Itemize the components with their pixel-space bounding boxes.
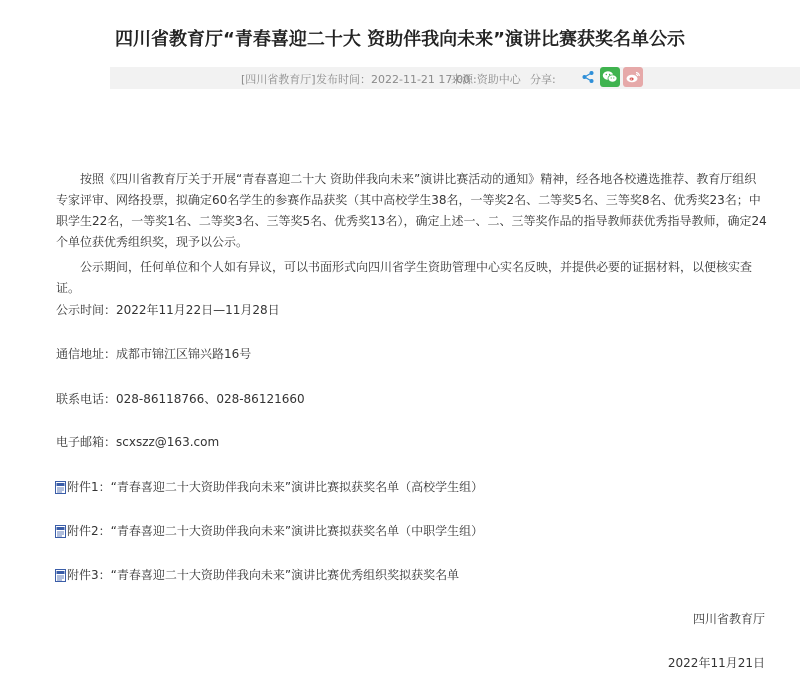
attachment-link[interactable] xyxy=(55,567,459,583)
body-paragraph: 按照《四川省教育厅关于开展“青春喜迎二十大 资助伴我向未来”演讲比赛活动的通知》精神，经各地各校遴选推荐、教育厅组织专家评审、网络投票，拟确定60名学生的参赛作品获奖（其中高校学生38名，一等奖2名、二等奖5名、三等奖8名、优秀奖23名；中职学生22名，一等奖1名、二等奖3名、三等奖5名、优秀奖13名），确定上述一、二、三等奖作品的指导教师获优秀指导教师，确定24个单位获优秀组织奖，现予以公示。 xyxy=(56,172,767,249)
attachment-link[interactable] xyxy=(55,523,483,539)
publicity-period: 公示时间：2022年11月22日—11月28日 xyxy=(56,303,280,317)
contact-email: 电子邮箱：scxszz@163.com xyxy=(56,435,220,449)
word-doc-icon xyxy=(55,525,66,538)
share-label: 分享: xyxy=(530,73,556,86)
publish-time: 发布时间：2022-11-21 17:00 xyxy=(316,73,471,86)
word-doc-icon xyxy=(55,569,66,582)
mailing-address: 通信地址：成都市锦江区锦兴路16号 xyxy=(56,347,252,361)
signature-date: 2022年11月21日 xyxy=(667,656,765,670)
article-meta-bar xyxy=(110,67,800,89)
wechat-icon[interactable] xyxy=(600,67,620,87)
article-title: 四川省教育厅“青春喜迎二十大 资助伴我向未来”演讲比赛获奖名单公示 xyxy=(115,29,685,50)
attachment-label[interactable]: 附件2：“青春喜迎二十大资助伴我向未来”演讲比赛拟获奖名单（中职学生组） xyxy=(67,524,484,538)
attachment-label[interactable]: 附件3：“青春喜迎二十大资助伴我向未来”演讲比赛优秀组织奖拟获奖名单 xyxy=(67,568,460,582)
word-doc-icon xyxy=(55,481,66,494)
body-paragraph: 公示期间，任何单位和个人如有异议，可以书面形式向四川省学生资助管理中心实名反映，并提供必要的证据材料，以便核实查证。 xyxy=(56,260,753,295)
source-tag: [四川省教育厅] xyxy=(241,73,316,86)
signature-org: 四川省教育厅 xyxy=(692,612,765,626)
attachment-link[interactable] xyxy=(55,479,483,495)
weibo-icon[interactable] xyxy=(623,67,643,87)
article-origin: 来源:资助中心 xyxy=(451,73,521,86)
contact-phone: 联系电话：028-86118766、028-86121660 xyxy=(56,392,305,406)
attachment-label[interactable]: 附件1：“青春喜迎二十大资助伴我向未来”演讲比赛拟获奖名单（高校学生组） xyxy=(67,480,484,494)
share-icon[interactable] xyxy=(578,67,598,87)
